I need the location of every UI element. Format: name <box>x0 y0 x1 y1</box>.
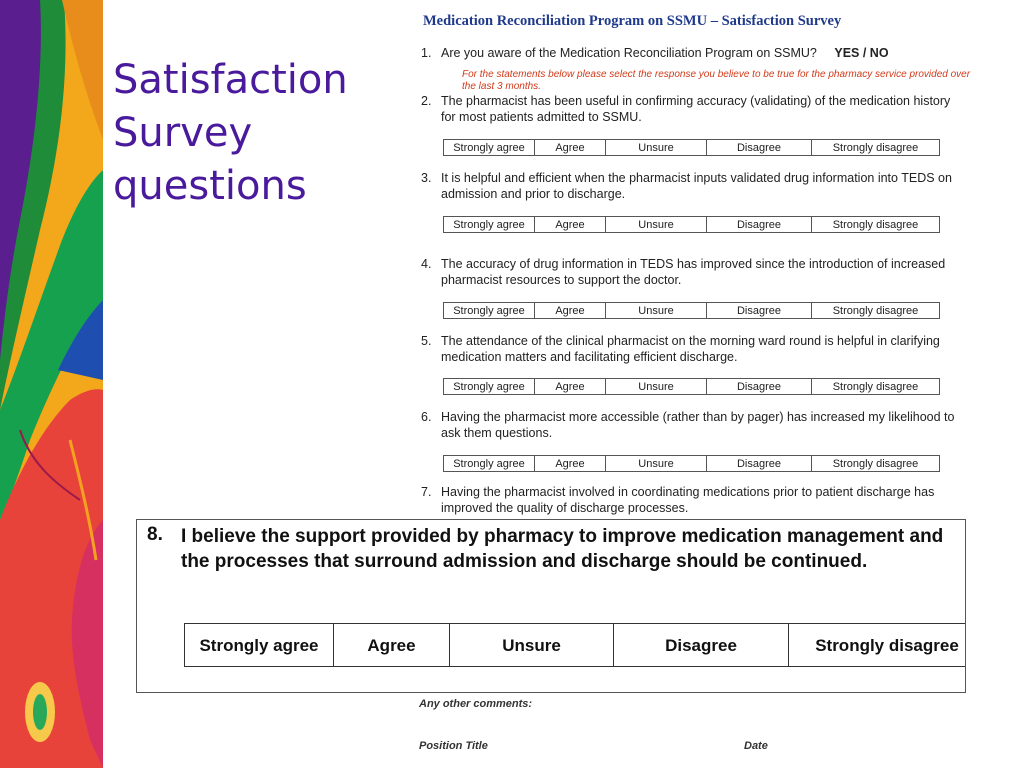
option-agree[interactable]: Agree <box>535 379 606 394</box>
response-scale <box>443 139 940 156</box>
option-agree[interactable]: Agree <box>535 140 606 155</box>
option-strongly-agree[interactable]: Strongly agree <box>444 303 535 318</box>
decorative-side-art <box>0 0 103 768</box>
question-8-callout <box>136 519 966 693</box>
question-number: 8. <box>147 524 163 545</box>
response-scale <box>443 378 940 395</box>
survey-instruction: For the statements below please select the response you believe to be true for the pharmacy service provided over the last 3 months. <box>462 69 971 92</box>
option-unsure[interactable]: Unsure <box>606 456 707 471</box>
question-text: It is helpful and efficient when the pharmacist inputs validated drug information into TEDS on admission and prior to discharge. <box>441 171 952 201</box>
option-strongly-disagree[interactable]: Strongly disagree <box>832 304 919 317</box>
option-strongly-disagree[interactable]: Strongly disagree <box>832 380 919 393</box>
option-disagree[interactable]: Disagree <box>707 379 812 394</box>
option-strongly-agree[interactable]: Strongly agree <box>444 140 535 155</box>
option-unsure[interactable]: Unsure <box>450 624 614 666</box>
comments-label: Any other comments: <box>419 698 533 710</box>
question-text: The pharmacist has been useful in confirming accuracy (validating) of the medication history for most patients admitted to SSMU. <box>441 94 951 124</box>
option-disagree[interactable]: Disagree <box>707 217 812 232</box>
slide-title-line2: Survey <box>113 110 253 156</box>
option-unsure[interactable]: Unsure <box>606 217 707 232</box>
option-unsure[interactable]: Unsure <box>606 379 707 394</box>
response-scale-large <box>184 623 966 667</box>
slide-title-line3: questions <box>113 163 307 209</box>
option-strongly-agree[interactable]: Strongly agree <box>444 379 535 394</box>
question-number: 2. <box>421 94 432 108</box>
option-strongly-agree[interactable]: Strongly agree <box>185 624 334 666</box>
yes-no-choice[interactable]: YES / NO <box>834 46 889 60</box>
question-text: I believe the support provided by pharmacy to improve medication management and the processes that surround admission and discharge should be continued. <box>181 526 944 572</box>
option-disagree[interactable]: Disagree <box>614 624 789 666</box>
question-text: Are you aware of the Medication Reconciliation Program on SSMU? <box>441 46 817 60</box>
question-number: 6. <box>421 410 432 424</box>
option-strongly-agree[interactable]: Strongly agree <box>444 456 535 471</box>
response-scale <box>443 216 940 233</box>
position-title-label: Position Title <box>419 740 488 752</box>
question-number: 4. <box>421 257 432 271</box>
question-text: Having the pharmacist involved in coordinating medications prior to patient discharge has improved the quality of discharge processes. <box>441 485 935 515</box>
option-agree[interactable]: Agree <box>334 624 450 666</box>
question-number: 1. <box>421 46 432 60</box>
option-unsure[interactable]: Unsure <box>606 140 707 155</box>
option-strongly-disagree[interactable]: Strongly disagree <box>815 635 959 655</box>
option-strongly-disagree[interactable]: Strongly disagree <box>832 141 919 154</box>
date-label: Date <box>744 740 768 752</box>
slide-title <box>113 54 403 213</box>
response-scale <box>443 302 940 319</box>
question-number: 3. <box>421 171 432 185</box>
option-strongly-disagree[interactable]: Strongly disagree <box>832 218 919 231</box>
option-agree[interactable]: Agree <box>535 456 606 471</box>
option-disagree[interactable]: Disagree <box>707 456 812 471</box>
response-scale <box>443 455 940 472</box>
question-number: 5. <box>421 334 432 348</box>
survey-title: Medication Reconciliation Program on SSMU – Satisfaction Survey <box>423 13 842 29</box>
option-unsure[interactable]: Unsure <box>606 303 707 318</box>
option-agree[interactable]: Agree <box>535 217 606 232</box>
option-agree[interactable]: Agree <box>535 303 606 318</box>
slide-title-line1: Satisfaction <box>113 57 348 103</box>
option-strongly-agree[interactable]: Strongly agree <box>444 217 535 232</box>
question-number: 7. <box>421 485 432 499</box>
question-text: Having the pharmacist more accessible (rather than by pager) has increased my likelihood to ask them questions. <box>441 410 955 440</box>
option-disagree[interactable]: Disagree <box>707 140 812 155</box>
question-text: The attendance of the clinical pharmacist on the morning ward round is helpful in clarifying medication matters and facilitating efficient discharge. <box>441 334 940 364</box>
option-strongly-disagree[interactable]: Strongly disagree <box>832 457 919 470</box>
option-disagree[interactable]: Disagree <box>707 303 812 318</box>
question-text: The accuracy of drug information in TEDS has improved since the introduction of increased pharmacist resources to support the doctor. <box>441 257 946 287</box>
